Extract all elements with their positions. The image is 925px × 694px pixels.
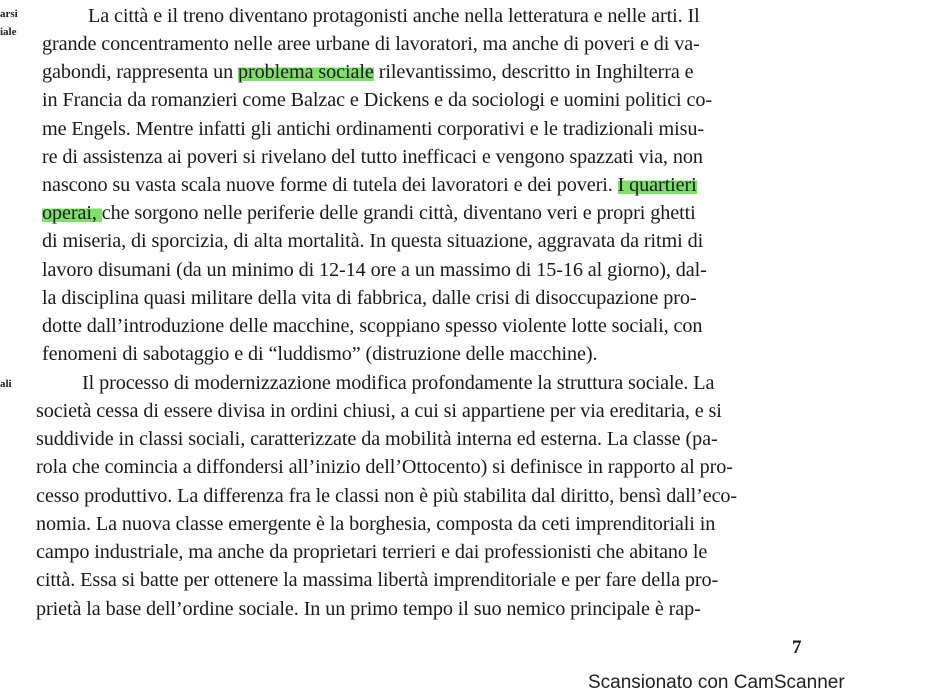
p2-line-5: cesso produttivo. La differenza fra le classi non è più stabilita dal diritto, bensì dall’eco- — [36, 485, 738, 507]
margin-note-3: ali — [0, 378, 12, 390]
p1-line-12: dotte dall’introduzione delle macchine, scoppiano spesso violente lotte sociali, con — [42, 315, 703, 337]
p1-line-11: la disciplina quasi militare della vita di fabbrica, dalle crisi di disoccupazione pro- — [42, 287, 697, 309]
p1-line-3-text: gabondi, rappresenta un problema sociale rilevantissimo, descritto in Inghilterra e — [42, 61, 694, 83]
p1-line-6: re di assistenza ai poveri si rivelano del tutto inefficaci e vengono spazzati via, non — [42, 146, 703, 168]
p2-line-7: campo industriale, ma anche da proprietari terrieri e dai professionisti che abitano le — [36, 541, 708, 563]
p1-line-9: di miseria, di sporcizia, di alta mortalità. In questa situazione, aggravata da ritmi di — [42, 230, 704, 252]
p1-line-3 — [42, 58, 694, 86]
p1-line-2: grande concentramento nelle aree urbane di lavoratori, ma anche di poveri e di va- — [42, 33, 700, 55]
p1-line-10: lavoro disumani (da un minimo di 12-14 ore a un massimo di 15-16 al giorno), dal- — [42, 259, 707, 281]
p2-line-9: prietà la base dell’ordine sociale. In un primo tempo il suo nemico principale è rap- — [36, 598, 701, 620]
margin-note-2: iale — [0, 26, 17, 38]
p2-line-2: società cessa di essere divisa in ordini chiusi, a cui si appartiene per via ereditaria, e si — [36, 400, 722, 422]
p1-line-1: La città e il treno diventano protagonisti anche nella letteratura e nelle arti. Il — [88, 5, 700, 27]
margin-note-1: arsi — [0, 8, 18, 20]
p1-line-13: fenomeni di sabotaggio e di “luddismo” (distruzione delle macchine). — [42, 343, 598, 365]
p1-line-7: nascono su vasta scala nuove forme di tutela dei lavoratori e dei poveri. I quartieri — [42, 174, 697, 196]
p2-line-6: nomia. La nuova classe emergente è la borghesia, composta da ceti imprenditoriali in — [36, 513, 716, 535]
highlighted-phrase: problema sociale — [238, 61, 374, 83]
p1-line-4: in Francia da romanzieri come Balzac e Dickens e da sociologi e uomini politici co- — [42, 89, 712, 111]
scanner-watermark: Scansionato con CamScanner — [588, 672, 845, 693]
p2-line-3: suddivide in classi sociali, caratterizzate da mobilità interna ed esterna. La classe (pa- — [36, 428, 718, 450]
highlighted-phrase: operai, — [42, 202, 102, 224]
p1-line-8: operai, che sorgono nelle periferie delle grandi città, diventano veri e propri ghetti — [42, 202, 696, 224]
p1-line-5: me Engels. Mentre infatti gli antichi ordinamenti corporativi e le tradizionali misu- — [42, 118, 704, 140]
highlighted-phrase: I quartieri — [617, 174, 697, 196]
p2-line-4: rola che comincia a diffondersi all’inizio dell’Ottocento) si definisce in rapporto al pro- — [36, 456, 733, 478]
page-number: 7 — [792, 637, 802, 658]
p2-line-8: città. Essa si batte per ottenere la massima libertà imprenditoriale e per fare della pro- — [36, 569, 719, 591]
p2-line-1: Il processo di modernizzazione modifica profondamente la struttura sociale. La — [82, 372, 715, 394]
